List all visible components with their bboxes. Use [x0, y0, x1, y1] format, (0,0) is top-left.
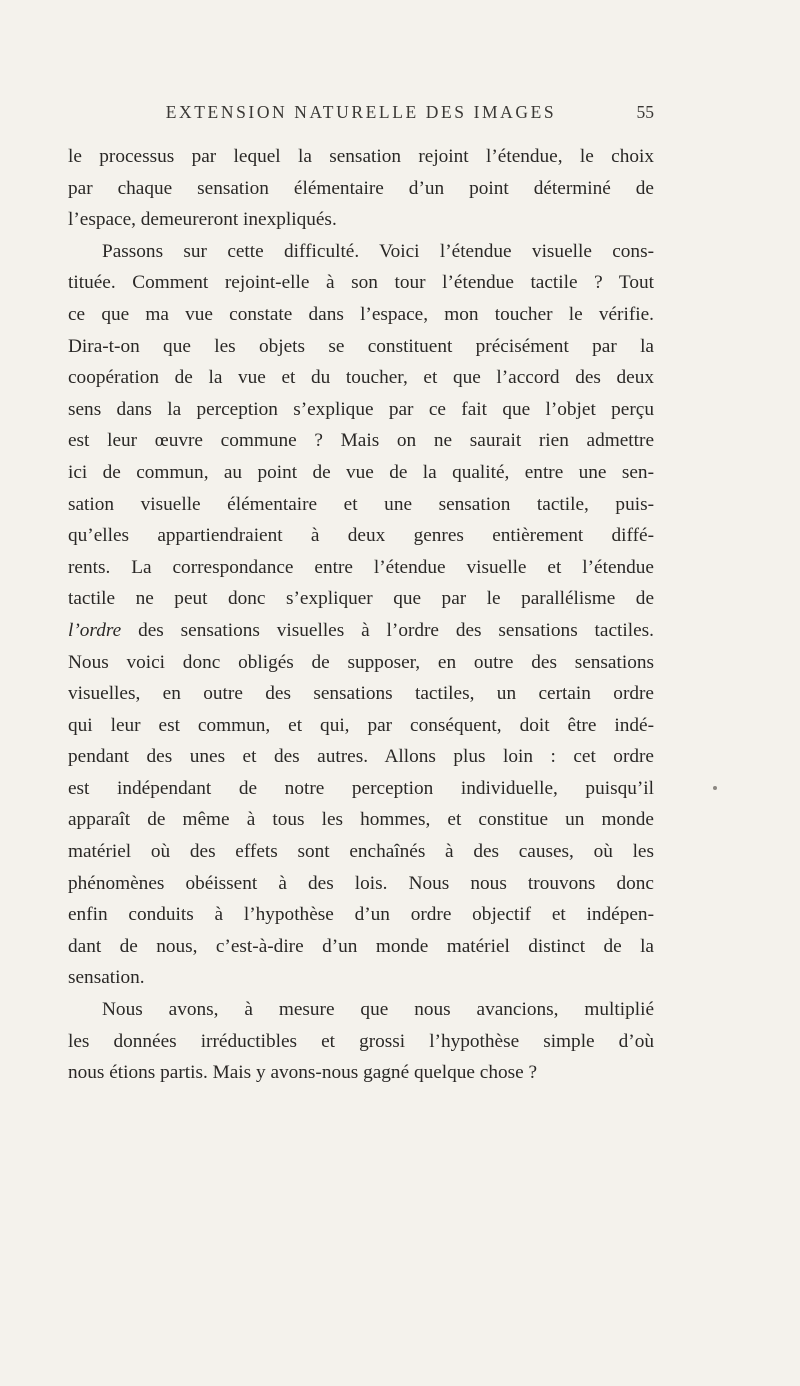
text-line — [68, 804, 654, 836]
text-line — [68, 710, 654, 742]
line-text: phénomènes obéissent à des lois. Nous nous trouvons donc — [68, 872, 654, 894]
line-text: dant de nous, c’est-à-dire d’un monde matériel distinct de la — [68, 935, 654, 957]
running-head — [68, 102, 654, 128]
line-text: ce que ma vue constate dans l’espace, mon toucher le vérifie. — [68, 303, 654, 325]
text-line — [68, 836, 654, 868]
page-number: 55 — [636, 102, 654, 122]
line-text: matériel où des effets sont enchaînés à des causes, où les — [68, 841, 654, 863]
line-text: visuelles, en outre des sensations tactiles, un certain ordre — [68, 683, 654, 705]
line-text: rents. La correspondance entre l’étendue visuelle et l’étendue — [68, 556, 654, 578]
line-text: Nous voici donc obligés de supposer, en outre des sensations — [68, 651, 654, 673]
text-line — [68, 678, 654, 710]
emphasis-text: l’ordre — [68, 619, 122, 641]
line-text: le processus par lequel la sensation rejoint l’étendue, le choix — [68, 146, 654, 167]
line-text: par chaque sensation élémentaire d’un point déterminé de — [68, 177, 654, 199]
line-text: est leur œuvre commune ? Mais on ne saurait rien admettre — [68, 430, 654, 452]
text-line — [68, 267, 654, 299]
text-line — [68, 457, 654, 489]
text-line — [68, 773, 654, 805]
line-text: nous étions partis. Mais y avons-nous gagné quelque chose ? — [68, 1062, 538, 1084]
text-line — [68, 236, 654, 268]
text-line — [68, 994, 654, 1026]
body-text — [68, 141, 654, 1089]
line-text: tactile ne peut donc s’expliquer que par le parallélisme de — [68, 588, 654, 610]
line-text: qui leur est commun, et qui, par conséquent, doit être indé- — [68, 714, 654, 736]
margin-mark — [713, 786, 717, 790]
line-text: Passons sur cette difficulté. Voici l’étendue visuelle cons- — [102, 240, 654, 262]
text-line — [68, 425, 654, 457]
line-text: est indépendant de notre perception individuelle, puisqu’il — [68, 777, 654, 799]
text-line — [68, 362, 654, 394]
text-line — [68, 331, 654, 363]
text-line — [68, 299, 654, 331]
text-line — [68, 868, 654, 900]
text-line — [68, 1026, 654, 1058]
line-text: ici de commun, au point de vue de la qualité, entre une sen- — [68, 461, 654, 483]
text-line — [68, 173, 654, 205]
line-text: apparaît de même à tous les hommes, et constitue un monde — [68, 809, 654, 831]
line-text: sens dans la perception s’explique par ce fait que l’objet perçu — [68, 398, 654, 420]
text-line — [68, 489, 654, 521]
text-line — [68, 899, 654, 931]
text-line — [68, 1057, 654, 1089]
running-title: EXTENSION NATURELLE DES IMAGES — [165, 102, 557, 122]
text-line — [68, 583, 654, 615]
line-text: Nous avons, à mesure que nous avancions, multiplié — [102, 999, 654, 1021]
text-line — [68, 394, 654, 426]
line-text: sensation. — [68, 967, 145, 989]
text-line — [68, 552, 654, 584]
text-line — [68, 647, 654, 679]
line-text: qu’elles appartiendraient à deux genres entièrement diffé- — [68, 525, 654, 547]
line-text: des sensations visuelles à l’ordre des sensations tactiles. — [121, 619, 654, 641]
text-line — [68, 931, 654, 963]
line-text: tituée. Comment rejoint-elle à son tour l’étendue tactile ? Tout — [68, 272, 654, 294]
line-text: coopération de la vue et du toucher, et que l’accord des deux — [68, 367, 654, 389]
text-line — [68, 962, 654, 994]
line-text: pendant des unes et des autres. Allons plus loin : cet ordre — [68, 746, 654, 768]
line-text: Dira-t-on que les objets se constituent précisément par la — [68, 335, 654, 357]
text-line — [68, 520, 654, 552]
text-line — [68, 741, 654, 773]
text-line — [68, 615, 654, 647]
text-line — [68, 204, 654, 236]
text-line — [68, 141, 654, 173]
line-text: les données irréductibles et grossi l’hypothèse simple d’où — [68, 1030, 654, 1052]
line-text: l’espace, demeureront inexpliqués. — [68, 209, 337, 231]
line-text: enfin conduits à l’hypothèse d’un ordre objectif et indépen- — [68, 904, 654, 926]
line-text: sation visuelle élémentaire et une sensation tactile, puis- — [68, 493, 654, 515]
